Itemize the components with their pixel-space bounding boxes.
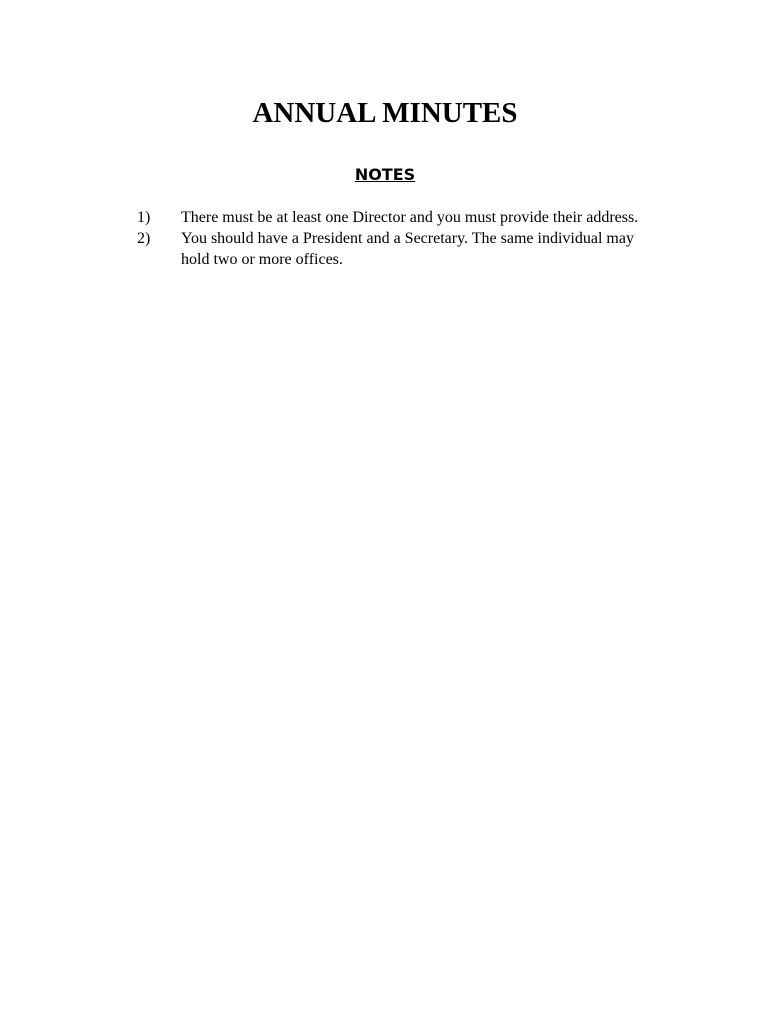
note-number: 1) bbox=[137, 209, 151, 226]
note-item bbox=[137, 228, 657, 270]
note-number: 2) bbox=[137, 230, 151, 247]
note-text: You should have a President and a Secretary. The same individual may hold two or more offices. bbox=[181, 230, 634, 268]
note-item bbox=[137, 207, 657, 228]
document-title: ANNUAL MINUTES bbox=[252, 97, 518, 129]
notes-heading: NOTES bbox=[354, 165, 416, 184]
notes-list bbox=[137, 207, 657, 270]
note-text: There must be at least one Director and you must provide their address. bbox=[181, 209, 639, 226]
